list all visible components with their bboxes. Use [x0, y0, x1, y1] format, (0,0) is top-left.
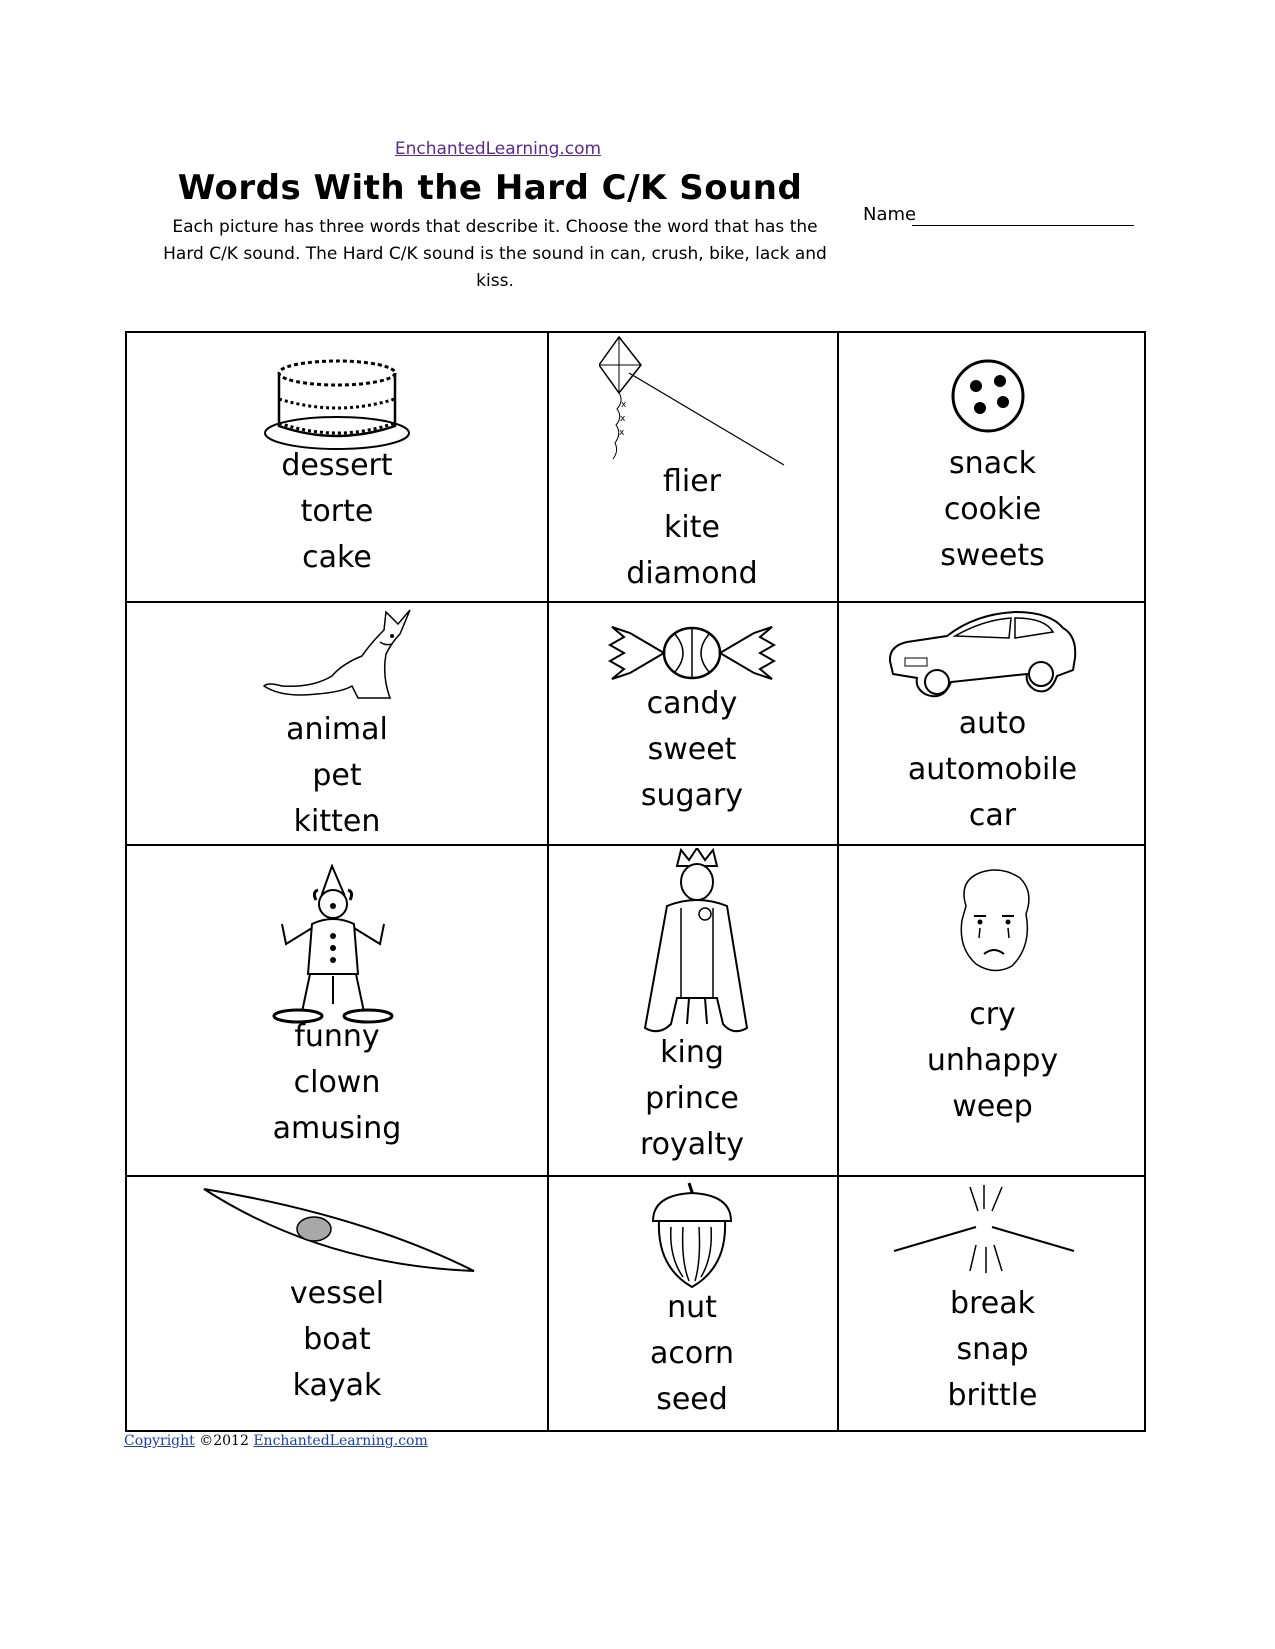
word-option[interactable]: snack — [949, 446, 1036, 481]
word-option[interactable]: car — [968, 798, 1017, 833]
word-option[interactable]: acorn — [649, 1336, 735, 1371]
word-option[interactable]: king — [660, 1035, 724, 1070]
acorn-icon — [649, 1181, 735, 1291]
copyright-link[interactable]: Copyright — [124, 1433, 195, 1449]
cell-candy — [547, 601, 837, 844]
word-option[interactable]: kite — [664, 510, 720, 545]
cell-clown — [127, 844, 547, 1175]
cake-icon — [262, 351, 412, 451]
word-option[interactable]: brittle — [947, 1378, 1038, 1413]
word-option[interactable]: boat — [303, 1322, 371, 1357]
word-option[interactable]: flier — [662, 464, 722, 499]
cell-car — [837, 601, 1148, 844]
cat-icon — [262, 606, 417, 706]
cell-cookie — [837, 333, 1148, 601]
word-option[interactable]: animal — [286, 712, 388, 747]
svg-text:x: x — [619, 428, 625, 438]
car-icon — [885, 606, 1080, 706]
word-option[interactable]: auto — [958, 706, 1027, 741]
king-icon — [637, 848, 757, 1038]
word-option[interactable]: cry — [969, 997, 1016, 1032]
word-option[interactable]: unhappy — [926, 1043, 1059, 1078]
footer-site-link[interactable]: EnchantedLearning.com — [253, 1433, 428, 1449]
word-option[interactable]: dessert — [281, 448, 393, 483]
cell-break — [837, 1175, 1148, 1434]
word-option[interactable]: sweet — [647, 732, 737, 767]
word-option[interactable]: diamond — [626, 556, 758, 591]
candy-icon — [602, 623, 782, 683]
word-option[interactable]: break — [950, 1286, 1035, 1321]
word-option[interactable]: kitten — [293, 804, 381, 839]
word-option[interactable]: vessel — [289, 1276, 385, 1311]
cookie-icon — [950, 358, 1026, 434]
word-option[interactable]: clown — [293, 1065, 381, 1100]
site-link[interactable]: EnchantedLearning.com — [394, 139, 602, 159]
cell-crying-face — [837, 844, 1148, 1175]
word-option[interactable]: snap — [956, 1332, 1029, 1367]
clown-icon — [272, 864, 402, 1024]
crying-face-icon — [952, 866, 1036, 976]
word-option[interactable]: candy — [646, 686, 738, 721]
word-option[interactable]: automobile — [907, 752, 1078, 787]
footer — [124, 1433, 428, 1449]
cell-acorn — [547, 1175, 837, 1434]
name-field[interactable] — [912, 225, 1134, 226]
word-option[interactable]: amusing — [272, 1111, 402, 1146]
word-option[interactable]: royalty — [639, 1127, 745, 1162]
cell-kayak — [127, 1175, 547, 1434]
word-option[interactable]: funny — [294, 1019, 380, 1054]
word-option[interactable]: torte — [300, 494, 374, 529]
word-option[interactable]: sugary — [640, 778, 744, 813]
word-option[interactable]: seed — [656, 1382, 728, 1417]
word-grid — [125, 331, 1146, 1432]
cell-kite — [547, 333, 837, 601]
word-option[interactable]: sweets — [940, 538, 1045, 573]
page-title: Words With the Hard C/K Sound — [177, 168, 803, 208]
svg-text:x: x — [621, 400, 627, 410]
cell-cake — [127, 333, 547, 601]
word-option[interactable]: cookie — [943, 492, 1042, 527]
word-option[interactable]: pet — [312, 758, 362, 793]
copyright-year: ©2012 — [194, 1433, 254, 1449]
break-icon — [892, 1183, 1077, 1278]
svg-text:x: x — [620, 414, 626, 424]
instructions: Each picture has three words that describe it. Choose the word that has the Hard C/K sound. The Hard C/K sound is the sound in can, crush, bike, lack and kiss. — [163, 217, 827, 291]
cell-cat — [127, 601, 547, 844]
name-label: Name — [863, 204, 917, 225]
cell-king — [547, 844, 837, 1175]
word-option[interactable]: cake — [302, 540, 372, 575]
word-option[interactable]: weep — [952, 1089, 1033, 1124]
word-option[interactable]: kayak — [292, 1368, 382, 1403]
word-option[interactable]: prince — [645, 1081, 739, 1116]
kite-icon — [599, 335, 789, 470]
word-option[interactable]: nut — [667, 1290, 717, 1325]
kayak-icon — [202, 1185, 477, 1285]
